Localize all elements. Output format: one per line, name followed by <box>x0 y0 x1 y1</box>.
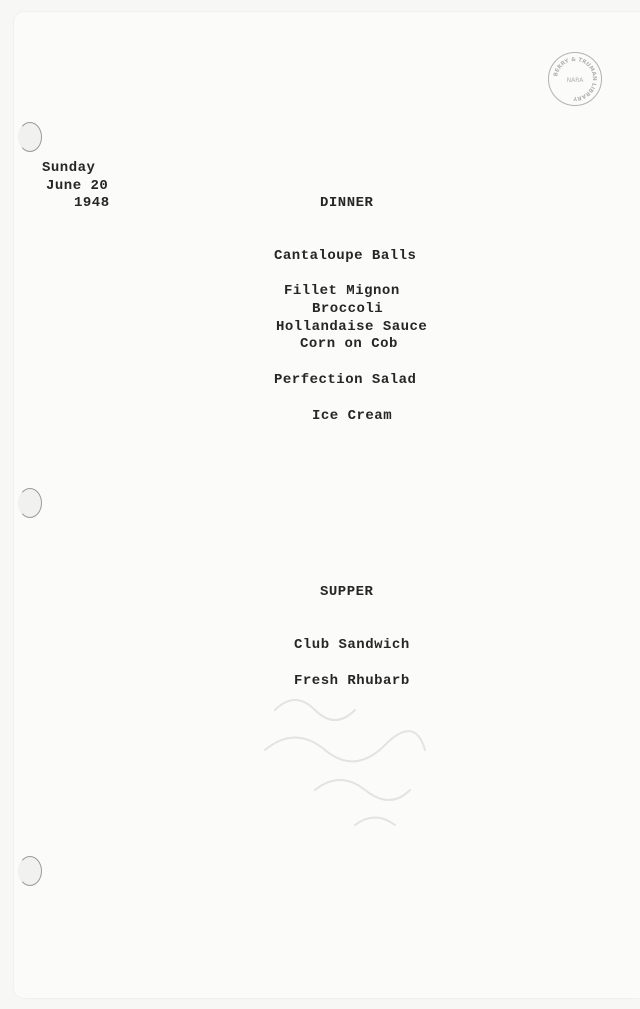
stamp-ring-text: BERRY & TRUMAN LIBRARY <box>553 56 598 102</box>
binder-hole-middle <box>18 488 42 518</box>
menu-item: Perfection Salad <box>274 372 417 388</box>
dinner-heading: DINNER <box>320 195 374 211</box>
date-day: Sunday <box>42 160 96 176</box>
date-year: 1948 <box>74 195 110 211</box>
menu-item: Cantaloupe Balls <box>274 248 417 264</box>
bleed-through-handwriting-icon <box>255 680 455 840</box>
archive-stamp-icon <box>548 52 602 106</box>
date-month-day: June 20 <box>46 178 109 194</box>
menu-item: Fresh Rhubarb <box>294 673 410 689</box>
menu-item: Ice Cream <box>312 408 393 424</box>
menu-item: Hollandaise Sauce <box>276 319 428 335</box>
supper-heading: SUPPER <box>320 584 374 600</box>
menu-item: Corn on Cob <box>300 336 398 352</box>
binder-hole-top <box>18 122 42 152</box>
binder-hole-bottom <box>18 856 42 886</box>
menu-item: Club Sandwich <box>294 637 410 653</box>
menu-item: Fillet Mignon <box>284 283 400 299</box>
menu-item: Broccoli <box>312 301 384 317</box>
paper-sheet <box>14 12 640 998</box>
stamp-center-text: NARA <box>566 77 584 84</box>
